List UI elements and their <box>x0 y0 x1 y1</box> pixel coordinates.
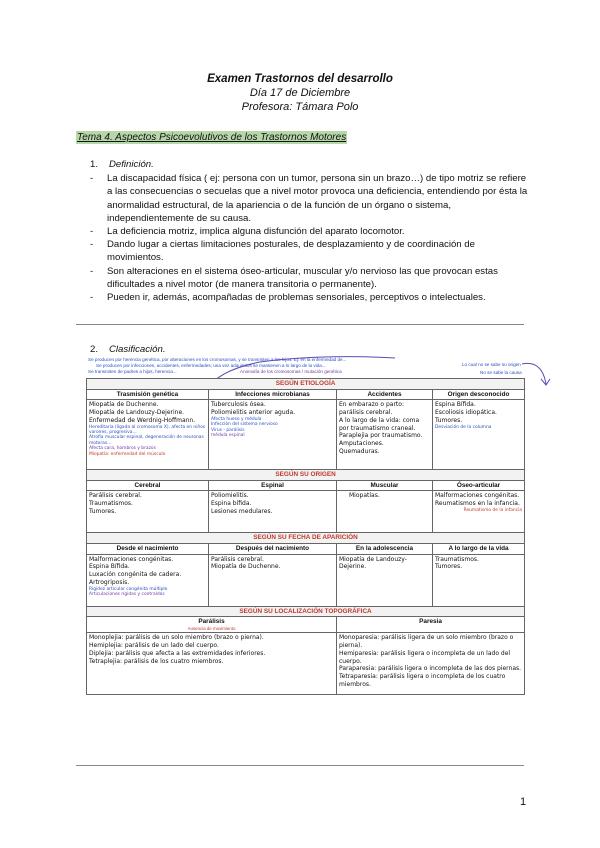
cell-line: Tumores. <box>435 416 463 424</box>
cell-line: Paraplejia por traumatismo. <box>339 432 423 440</box>
cell-line: Malformaciones congénitas. <box>89 555 174 563</box>
cell-line: Quemaduras. <box>339 447 380 455</box>
column-header: A lo largo de la vida <box>433 543 525 554</box>
cell-line: Enfermedad de Werdnig-Hoffmann. <box>89 416 196 424</box>
table-header-row <box>87 543 525 554</box>
column-header: Accidentes <box>337 389 433 400</box>
definition-bullet: - Dando lugar a ciertas limitaciones posturales, de desplazamiento y de coordinación de movimientos. <box>90 238 530 264</box>
column-header: Óseo-articular <box>433 480 525 491</box>
definition-section <box>90 158 530 304</box>
cell-line: Tetraparesia: parálisis ligera o incompleta de los cuatro miembros. <box>339 673 506 688</box>
cell-line: Hemiplejia: parálisis de un lado del cuerpo. <box>89 641 219 649</box>
cell-line: Miopatía de Landouzy-Dejerine. <box>339 555 407 571</box>
annotation-note: Articulaciones rígidas y contraídas <box>89 592 165 598</box>
band-origen: SEGÚN SU ORIGEN <box>87 470 525 481</box>
annotation-note: Se producen por herencia genética, por alteraciones en los cromosomas, y se transmiten a los hijos. Ej: en la enfermedad de... <box>88 357 347 362</box>
column-header: Muscular <box>337 480 433 491</box>
annotation-arrow-icon <box>520 360 560 390</box>
cell-line: Poliomielitis. <box>211 492 249 500</box>
cell-line: Monoparesia: parálisis ligera de un solo miembro (brazo o pierna). <box>339 634 514 649</box>
cell-line: Escoliosis idiopática. <box>435 408 497 416</box>
cell-line: Poliomielitis anterior aguda. <box>211 408 296 416</box>
column-header: Desde el nacimiento <box>87 543 209 554</box>
table-row <box>87 491 525 533</box>
table-header-row <box>87 480 525 491</box>
table-band-row <box>87 533 525 544</box>
column-header: Trasmisión genética <box>87 389 209 400</box>
cell-line: Lesiones medulares. <box>211 507 273 515</box>
column-header: Origen desconocido <box>433 389 525 400</box>
cell-line: En embarazo o parto: parálisis cerebral. <box>339 401 404 416</box>
definition-heading-text: Definición. <box>109 159 154 170</box>
definition-bullet: - La deficiencia motriz, implica alguna disfunción del aparato locomotor. <box>90 225 530 238</box>
document-date: Día 17 de Diciembre <box>249 87 351 99</box>
table-cell <box>87 491 209 533</box>
classification-heading-text: Clasificación. <box>109 344 166 355</box>
table-cell <box>87 633 337 695</box>
annotation-note: Se producen por infecciones, accidentes, enfermedades; una vez adquiridos se mantienen a lo largo de la vida... <box>96 363 326 368</box>
annotation-note: Afecta cara, hombros y brazos <box>89 446 156 452</box>
cell-line: Monoplejia: parálisis de un solo miembro (brazo o pierna). <box>89 634 264 642</box>
column-header-text: Parálisis <box>198 618 225 626</box>
cell-line: Diplejia: parálisis que afecta a las extremidades inferiores. <box>89 649 266 657</box>
column-header: Después del nacimiento <box>209 543 337 554</box>
table-row <box>87 554 525 606</box>
classification-table <box>86 378 525 695</box>
cell-line: Artrogriposis. <box>89 578 130 586</box>
column-header: En la adolescencia <box>337 543 433 554</box>
table-cell <box>433 400 525 470</box>
table-cell <box>209 400 337 470</box>
cell-line: Parálisis cerebral. <box>211 555 264 563</box>
cell-line: Miopatía de Duchenne. <box>211 563 281 571</box>
definition-bullet: - Pueden ir, además, acompañadas de problemas sensoriales, perceptivos o intelectuales. <box>90 291 530 304</box>
divider <box>76 765 524 766</box>
annotation-note: No se sabe la causa <box>480 370 522 375</box>
band-etiologia: SEGÚN ETIOLOGÍA <box>87 379 525 390</box>
table-cell <box>337 633 525 695</box>
table-band-row <box>87 379 525 390</box>
table-cell <box>433 554 525 606</box>
annotation-note: Atrofia muscular espinal, degeneración de neuronas motoras... <box>89 435 204 446</box>
annotation-note: Hereditaria (ligada al cromosoma X), afecta en niños varones, progresiva... <box>89 424 206 435</box>
cell-line: Tumores. <box>89 507 117 515</box>
table-row <box>87 400 525 470</box>
annotation-note: Virus - parálisis <box>211 427 245 433</box>
annotation-note: Desviación de la columna <box>435 424 492 430</box>
column-header: Espinal <box>209 480 337 491</box>
cell-line: Miopatía de Landouzy-Dejerine. <box>89 408 185 416</box>
cell-line: Espina Bífida. <box>435 401 476 409</box>
annotation-note: Se transmiten de padres a hijos, herencia... <box>88 369 177 374</box>
page-number: 1 <box>520 796 527 808</box>
cell-line: Traumatismos. <box>89 500 133 508</box>
annotation-note: Rigidez articular congénita múltiple <box>89 586 168 592</box>
table-header-row <box>87 617 525 633</box>
cell-line: Malformaciones congénitas. <box>435 492 520 500</box>
annotation-note: Anomalía de los cromosomas / mutación genética <box>240 369 342 374</box>
topic-title: Tema 4. Aspectos Psicoevolutivos de los Trastornos Motores <box>77 132 347 143</box>
band-aparicion: SEGÚN SU FECHA DE APARICIÓN <box>87 533 525 544</box>
definition-bullet: - Son alteraciones en el sistema óseo-articular, muscular y/o nervioso las que provocan estas dificultades a nivel motor (de manera transitoria o permanente). <box>90 265 530 291</box>
cell-line: Miopatías. <box>349 492 380 500</box>
table-cell <box>87 554 209 606</box>
classification-number: 2. <box>90 344 99 355</box>
annotation-note: Ausencia de movimiento <box>187 625 236 631</box>
table-cell <box>337 400 433 470</box>
divider <box>76 324 524 325</box>
cell-line: Espina bífida. <box>211 500 252 508</box>
table-cell <box>337 554 433 606</box>
table-cell <box>337 491 433 533</box>
definition-heading <box>90 158 530 171</box>
table-header-row <box>87 389 525 400</box>
document-title: Examen Trastornos del desarrollo <box>207 73 393 85</box>
cell-line: Miopatía de Duchenne. <box>89 401 159 409</box>
table-cell <box>433 491 525 533</box>
annotation-note: médula espinal <box>211 433 245 438</box>
annotation-note: Lo cual no se sabe su origen <box>462 362 521 367</box>
annotation-note: Reumatismo de la infancia <box>463 507 523 513</box>
column-header: Cerebral <box>87 480 209 491</box>
cell-line: Amputaciones. <box>339 440 384 448</box>
cell-line: Tetraplejia: parálisis de los cuatro miembros. <box>89 657 224 665</box>
definition-number: 1. <box>90 159 99 170</box>
cell-line: Tumores. <box>435 563 463 571</box>
cell-line: Hemiparesia: parálisis ligera o incompleta de un lado del cuerpo. <box>339 649 511 665</box>
table-cell <box>209 491 337 533</box>
cell-line: Traumatismos. <box>435 555 479 563</box>
cell-line: Paraparesia: parálisis ligera o incompleta de las dos piernas. <box>339 665 522 673</box>
band-topografica: SEGÚN SU LOCALIZACIÓN TOPOGRÁFICA <box>87 606 525 617</box>
column-header: Paresia <box>337 617 525 633</box>
cell-line: Tuberculosis ósea. <box>211 401 266 409</box>
definition-bullets <box>90 172 530 304</box>
cell-line: Luxación congénita de cadera. <box>89 571 182 579</box>
table-band-row <box>87 606 525 617</box>
definition-bullet: - La discapacidad física ( ej: persona con un tumor, persona sin un brazo…) de tipo motriz se refiere a las consecuencias o secuelas que a nivel motor provoca una deficiencia, entendiendo por ésta la anormalidad estructural, de la apariencia o de la función de un órgano o sistema, independientemente de su causa. <box>90 172 530 225</box>
column-header <box>87 617 337 633</box>
cell-line: Parálisis cerebral. <box>89 492 142 500</box>
table-row <box>87 633 525 695</box>
annotation-note: Infección del sistema nervioso <box>211 422 278 428</box>
cell-line: Reumatismos en la infancia. <box>435 500 520 508</box>
column-header: Infecciones microbianas <box>209 389 337 400</box>
annotation-note: Miopatía: enfermedad del músculo <box>89 451 166 457</box>
annotation-note: Afecta hueso y médula <box>211 416 262 422</box>
table-cell <box>209 554 337 606</box>
document-teacher: Profesora: Támara Polo <box>241 101 359 113</box>
cell-line: Espina Bífida. <box>89 563 130 571</box>
cell-line: A lo largo de la vida: coma por traumatismo craneal. <box>339 416 420 432</box>
document-header <box>0 72 600 114</box>
table-cell <box>87 400 209 470</box>
table-band-row <box>87 470 525 481</box>
